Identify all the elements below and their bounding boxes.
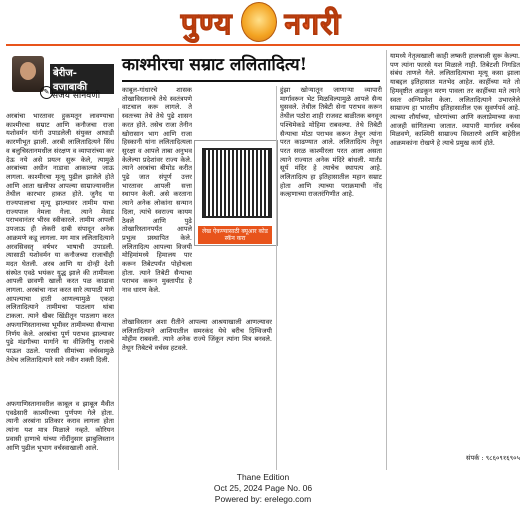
article-column-3: हुंझा खोऱ्यातून जाणाऱ्या व्यापारी मार्गावरून भेट मिळविल्यामुळे आपले सैन्य घुसवले. तेथील तिबेटी सेना पराभव करून तेथील पठोरा शाही राजवट बाळीतक बनवून पश्चिमेकडे मोहिमा राबवल्या. तेथे तिबेटी सैन्याचा मोठा पराभव करून तेथून त्यांना परत काढण्यात आले. ललितादित्य तेथून परत सरळ काश्मीरला परत आला असता त्याने राज्यात अनेक मंदिरे बांधली. मार्तंड सूर्य मंदिर हे त्याचेच स्थापत्य आहे. ललितादित्य हा इतिहासातील महान सम्राट होता आणि त्याच्या पराक्रमाची नोंद कल्हणाच्या राजतरंगिणीत आहे. xyxy=(280,86,382,199)
column-divider xyxy=(386,50,387,470)
article-headline: काश्मीरचा सम्राट ललितादित्य! xyxy=(122,52,380,82)
column-byline xyxy=(6,50,114,106)
article-column-2: काबूल-गांधारचे शासक तोखाविस्तानचे तेथे स्वतंत्रपणे वाटचाल करू लागले. ते स्वतःच्या तेथे तेथे पुढे शासन करत होते. तसेच राजा तेनीन खोरासान भाग आणि राजा हिस्कानी यांना ललितादित्यला सुरक्षा व आपले ताबा अनुभव केलेल्या प्रदेशांवर राज्य केले. त्याने अरबांचा बीमोड करीत पुढे जात संपूर्ण उत्तर भारतावर आपली सत्ता स्थापन केली. असे करताना त्याने अनेक लोकांना सन्मान दिला, त्यांचे स्वराज्य कायम ठेवले आणि पुढे तोखारिस्तानपर्यंत आपले प्रभुत्व प्रस्थापित केले. ललितादित्य आपल्या विजयी मोहिमांमध्ये हिमालय पार करून तिबेटपर्यंत पोहोचला होता. त्याने तिबेटी सैन्याचा पराभव करून मुक्तापीड हे नाव धारण केले. xyxy=(122,86,192,295)
author-name: संजय सोनवणी xyxy=(52,91,101,101)
article-column-4: यामध्ये नेतृत्वखाली काही लष्करी हालचाली सुरू केल्या. पण त्यांना फारसे यश मिळाले नाही. तिबेटशी निगडित संबंध ताणले गेले. ललितादित्याचा मृत्यू कसा झाला याबद्दल इतिहासात मतभेद आहेत. काहींच्या मते तो हिमवृष्टीत अडकून मरण पावला तर काहींच्या मते त्याने स्वतः अग्निप्रवेश केला. ललितादित्याने उभारलेले साम्राज्य हा भारतीय इतिहासातील एक सुवर्णपर्व आहे. त्याच्या शौर्याच्या, धोरणांच्या आणि कलाप्रेमाच्या कथा आजही सांगितल्या जातात. व्यापारी मार्गावर वर्चस्व मिळवणे, काश्मिरी साम्राज्य विस्तारणे आणि बाहेरील आक्रमकांना रोखणे हे त्याचे प्रमुख कार्य होते. xyxy=(390,52,520,148)
title-word-left: पुण्य xyxy=(180,6,233,42)
author-photo xyxy=(12,56,44,92)
column-divider xyxy=(276,86,277,470)
powered-by-label: Powered by: erelego.com xyxy=(214,494,312,504)
article-column-2b: तोखाविस्तान अशा रीतीने आपल्या आश्रयाखाली आणल्यावर ललितादित्याने आशियातील समरकंद येथे बरीच दिग्विजयी मोहीम राबवली. त्याने अनेक राज्ये जिंकून त्यांना मित्र बनवले. तेथून तिबेटचे वर्चस्व हटवले. xyxy=(122,318,272,353)
contact-number: संपर्क : ९८६०९१६९०५ xyxy=(466,454,520,462)
title-word-right: नगरी xyxy=(284,6,342,42)
article-column-1b: अफगाणिस्तानावरील काबूल व झाबूल मैवीत एवढेसारी काश्मीरच्या पुर्णपण गेले होता. त्यानी अरबांना प्रतिकार कराव लागला होता त्यांना यश मात्र मिळाले नव्हते. कोरियन प्रवासी हाणाचे यांच्या नोंदींनुसार झाबुलिस्तान आणि पुढील भूभाग वर्चस्वाखाली आले. xyxy=(6,400,114,452)
pen-icon: ✎ xyxy=(40,86,53,99)
article-column-1: अरबांचा भारतावर हुकमतून लावण्याचा काश्मीरचा सम्राट आणि कनौजचा राजा यशोवर्मन यांनी उपाडलेली संयुक्त आघाडी कारणीभूत झाली. अरबी लालितादित्यने सिंध व बलुचिस्तानमधील संरक्षण व व्यापारांच्या कर देऊ नये असे प्रयत्न सुरू केले, त्यामुळे अरबांच्या अधीन नाडावा आकाल्या जाऊ लागला. काश्मीरचा मृत्यू पुढील झालेले होते आणि आता खलीफा आपल्या साम्राज्यावरील तेथील कारभार हाकत होते. जुनैद या राज्यपालाचा मृत्यू झाल्यावर तामीम याचा राज्यपाल नेमला गेला. त्याने मेवाड पराभवानंतर भीरव स्वीकारले. तामीम आपली उपजाऊ ही लेकरी दाबी संपादून अनेक आक्रमणे कडू लागला. मग मात्र ललितादित्याने अरवसिवस्तृ वर्षभर भाषाची उपाडली. त्यासाठी यशोवर्मन या कनौजच्या राजाचीही मदत घेतली. अरब आणि या दोन्ही देशी संस्थेत एवढे भयंकर युद्ध झाले की तामीमला आपली छावणी खाली करत पळ काढावा लागला. अरबांचा नाश करत सारे त्यापाठी मागे आपल्याचा हाती आणल्यामुळे एकदा ललितादित्याने तामीमचा पाठलाग थांबा टाकला. त्याने खैबर खिंडीतून पाठलाग करत अफगाणिस्तानाच्या भूमीवर तामीमच्या सैन्याचा निर्णय केले. अरबांचा पूर्ण पराभव झाल्यावर पुढे मंडगीच्या मार्गाने या वीजिगीषु राजाचे पाऊल उठले. पारसी सीमांच्या वर्चस्वामुळे तेथेच ललितादित्याने सारे नवीन शक्ती दिली. xyxy=(6,112,114,364)
qr-caption: लेख ऐकण्यासाठी क्यूआर कोड स्कॅन करा xyxy=(198,226,272,244)
qr-code[interactable] xyxy=(202,148,272,218)
page-footer xyxy=(0,472,526,505)
newspaper-title xyxy=(176,2,346,42)
column-name: बेरीज-वजाबाकी xyxy=(50,64,114,94)
ganesh-icon xyxy=(241,2,277,42)
masthead xyxy=(0,0,526,46)
date-page-label: Oct 25, 2024 Page No. 06 xyxy=(213,483,313,493)
edition-label: Thane Edition xyxy=(236,472,290,482)
column-divider xyxy=(118,108,119,470)
masthead-rule xyxy=(6,44,520,46)
